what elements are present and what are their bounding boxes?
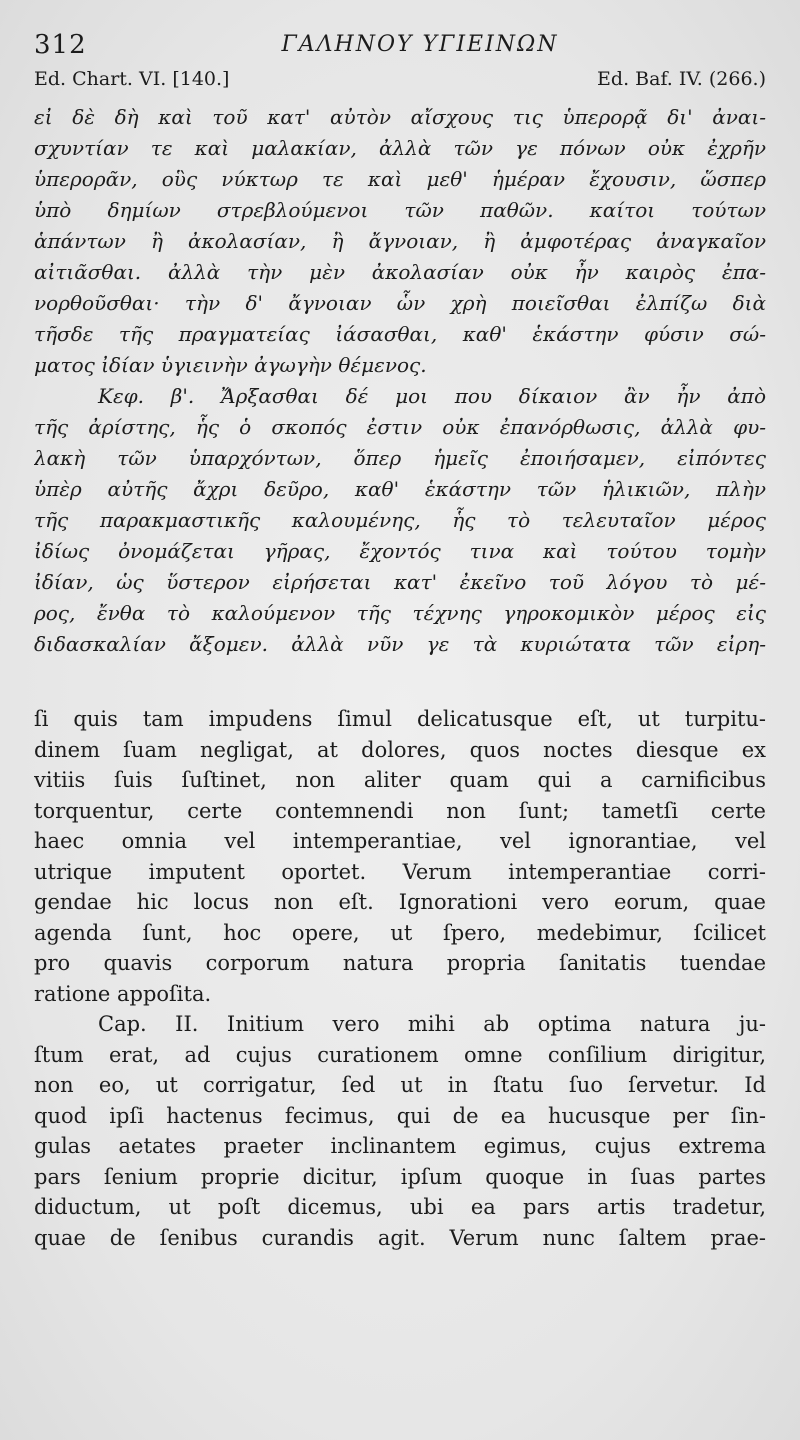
latin-chapter-heading-line: Cap. II. Initium vero mihi ab optima natura ju- bbox=[98, 1012, 766, 1036]
greek-text-line: ἁπάντων ἢ ἀκολασίαν, ἢ ἄγνοιαν, ἢ ἀμφοτέρας ἀναγκαῖον bbox=[34, 229, 766, 253]
latin-text-line: torquentur, certe contemnendi non ſunt; tametſi certe bbox=[34, 798, 766, 823]
edition-reference-chartier: Ed. Chart. VI. [140.] bbox=[34, 68, 230, 90]
latin-text-line: dinem ſuam negligat, at dolores, quos noctes diesque ex bbox=[34, 737, 766, 762]
latin-text-line: quod ipſi hactenus fecimus, qui de ea hucusque per ſin- bbox=[34, 1103, 766, 1128]
greek-text-line: λακὴ τῶν ὑπαρχόντων, ὅπερ ἡμεῖς ἐποιήσαμεν, εἰπόντες bbox=[34, 446, 766, 470]
greek-text-line: νορθοῦσθαι· τὴν δ' ἄγνοιαν ὧν χρὴ ποιεῖσθαι ἐλπίζω διὰ bbox=[34, 291, 766, 315]
greek-chapter-heading-line: Κεφ. β'. Ἄρξασθαι δέ μοι που δίκαιον ἂν ἦν ἀπὸ bbox=[98, 384, 766, 408]
latin-text-block bbox=[34, 704, 766, 1253]
latin-text-line: gendae hic locus non eſt. Ignorationi vero eorum, quae bbox=[34, 890, 766, 914]
latin-text-line: utrique imputent oportet. Verum intemperantiae corri- bbox=[34, 859, 766, 884]
greek-text-line: ὑπερορᾶν, οὓς νύκτωρ τε καὶ μεθ' ἡμέραν ἔχουσιν, ὥσπερ bbox=[34, 167, 766, 191]
greek-text-line: ματος ἰδίαν ὑγιεινὴν ἀγωγὴν θέμενος. bbox=[34, 353, 427, 377]
greek-text-line: σχυντίαν τε καὶ μαλακίαν, ἀλλὰ τῶν γε πόνων οὐκ ἐχρῆν bbox=[34, 136, 766, 160]
latin-text-line: ſi quis tam impudens ſimul delicatusque eſt, ut turpitu- bbox=[34, 707, 766, 731]
latin-text-line: haec omnia vel intemperantiae, vel ignorantiae, vel bbox=[34, 829, 766, 853]
greek-text-line: ἰδίαν, ὡς ὕστερον εἰρήσεται κατ' ἐκεῖνο τοῦ λόγου τὸ μέ- bbox=[34, 570, 766, 594]
greek-text-line: τῆσδε τῆς πραγματείας ἰάσασθαι, καθ' ἑκάστην φύσιν σώ- bbox=[34, 322, 766, 346]
latin-text-line: non eo, ut corrigatur, ſed ut in ſtatu ſuo ſervetur. Id bbox=[34, 1073, 766, 1097]
greek-text-line: ρος, ἔνθα τὸ καλούμενον τῆς τέχνης γηροκομικὸν μέρος εἰς bbox=[34, 601, 766, 625]
greek-text-line: εἰ δὲ δὴ καὶ τοῦ κατ' αὐτὸν αἴσχους τις ὑπερορᾷ δι' ἀναι- bbox=[34, 105, 766, 129]
latin-text-line: gulas aetates praeter inclinantem egimus, cujus extrema bbox=[34, 1134, 766, 1158]
edition-reference-basel: Ed. Baf. IV. (266.) bbox=[597, 68, 766, 90]
greek-text-line: αἰτιᾶσθαι. ἀλλὰ τὴν μὲν ἀκολασίαν οὐκ ἦν καιρὸς ἐπα- bbox=[34, 260, 766, 284]
running-title: ΓΑΛΗΝΟΥ ΥΓΙΕΙΝΩΝ bbox=[281, 32, 559, 57]
latin-text-line: ratione appoſita. bbox=[34, 981, 212, 1006]
latin-text-line: quae de ſenibus curandis agit. Verum nunc ſaltem prae- bbox=[34, 1225, 766, 1250]
latin-text-line: pro quavis corporum natura propria ſanitatis tuendae bbox=[34, 951, 766, 975]
latin-text-line: vitiis ſuis ſuſtinet, non aliter quam qui a carnificibus bbox=[34, 768, 766, 792]
greek-text-line: τῆς ἀρίστης, ἧς ὁ σκοπός ἐστιν οὐκ ἐπανόρθωσις, ἀλλὰ φυ- bbox=[34, 415, 766, 439]
latin-text-line: pars ſenium proprie dicitur, ipſum quoque in ſuas partes bbox=[34, 1164, 766, 1189]
greek-text-line: ὑπὸ δημίων στρεβλούμενοι τῶν παθῶν. καίτοι τούτων bbox=[34, 198, 766, 222]
latin-text-line: ſtum erat, ad cujus curationem omne conſilium dirigitur, bbox=[34, 1042, 766, 1067]
latin-text-line: diductum, ut poſt dicemus, ubi ea pars artis tradetur, bbox=[34, 1195, 766, 1219]
greek-text-line: ὑπὲρ αὐτῆς ἄχρι δεῦρο, καθ' ἑκάστην τῶν ἡλικιῶν, πλὴν bbox=[34, 477, 766, 501]
greek-text-line: ἰδίως ὀνομάζεται γῆρας, ἔχοντός τινα καὶ τούτου τομὴν bbox=[34, 539, 766, 563]
greek-text-line: τῆς παρακμαστικῆς καλουμένης, ἧς τὸ τελευταῖον μέρος bbox=[34, 508, 766, 532]
section-divider-space bbox=[34, 660, 766, 704]
greek-text-line: διδασκαλίαν ἄξομεν. ἀλλὰ νῦν γε τὰ κυριώτατα τῶν εἰρη- bbox=[34, 632, 766, 656]
edition-references bbox=[34, 68, 766, 102]
greek-text-block bbox=[34, 102, 766, 660]
latin-text-line: agenda ſunt, hoc opere, ut ſpero, medebimur, ſcilicet bbox=[34, 920, 766, 945]
page-header bbox=[34, 26, 766, 66]
page-number: 312 bbox=[34, 30, 87, 60]
